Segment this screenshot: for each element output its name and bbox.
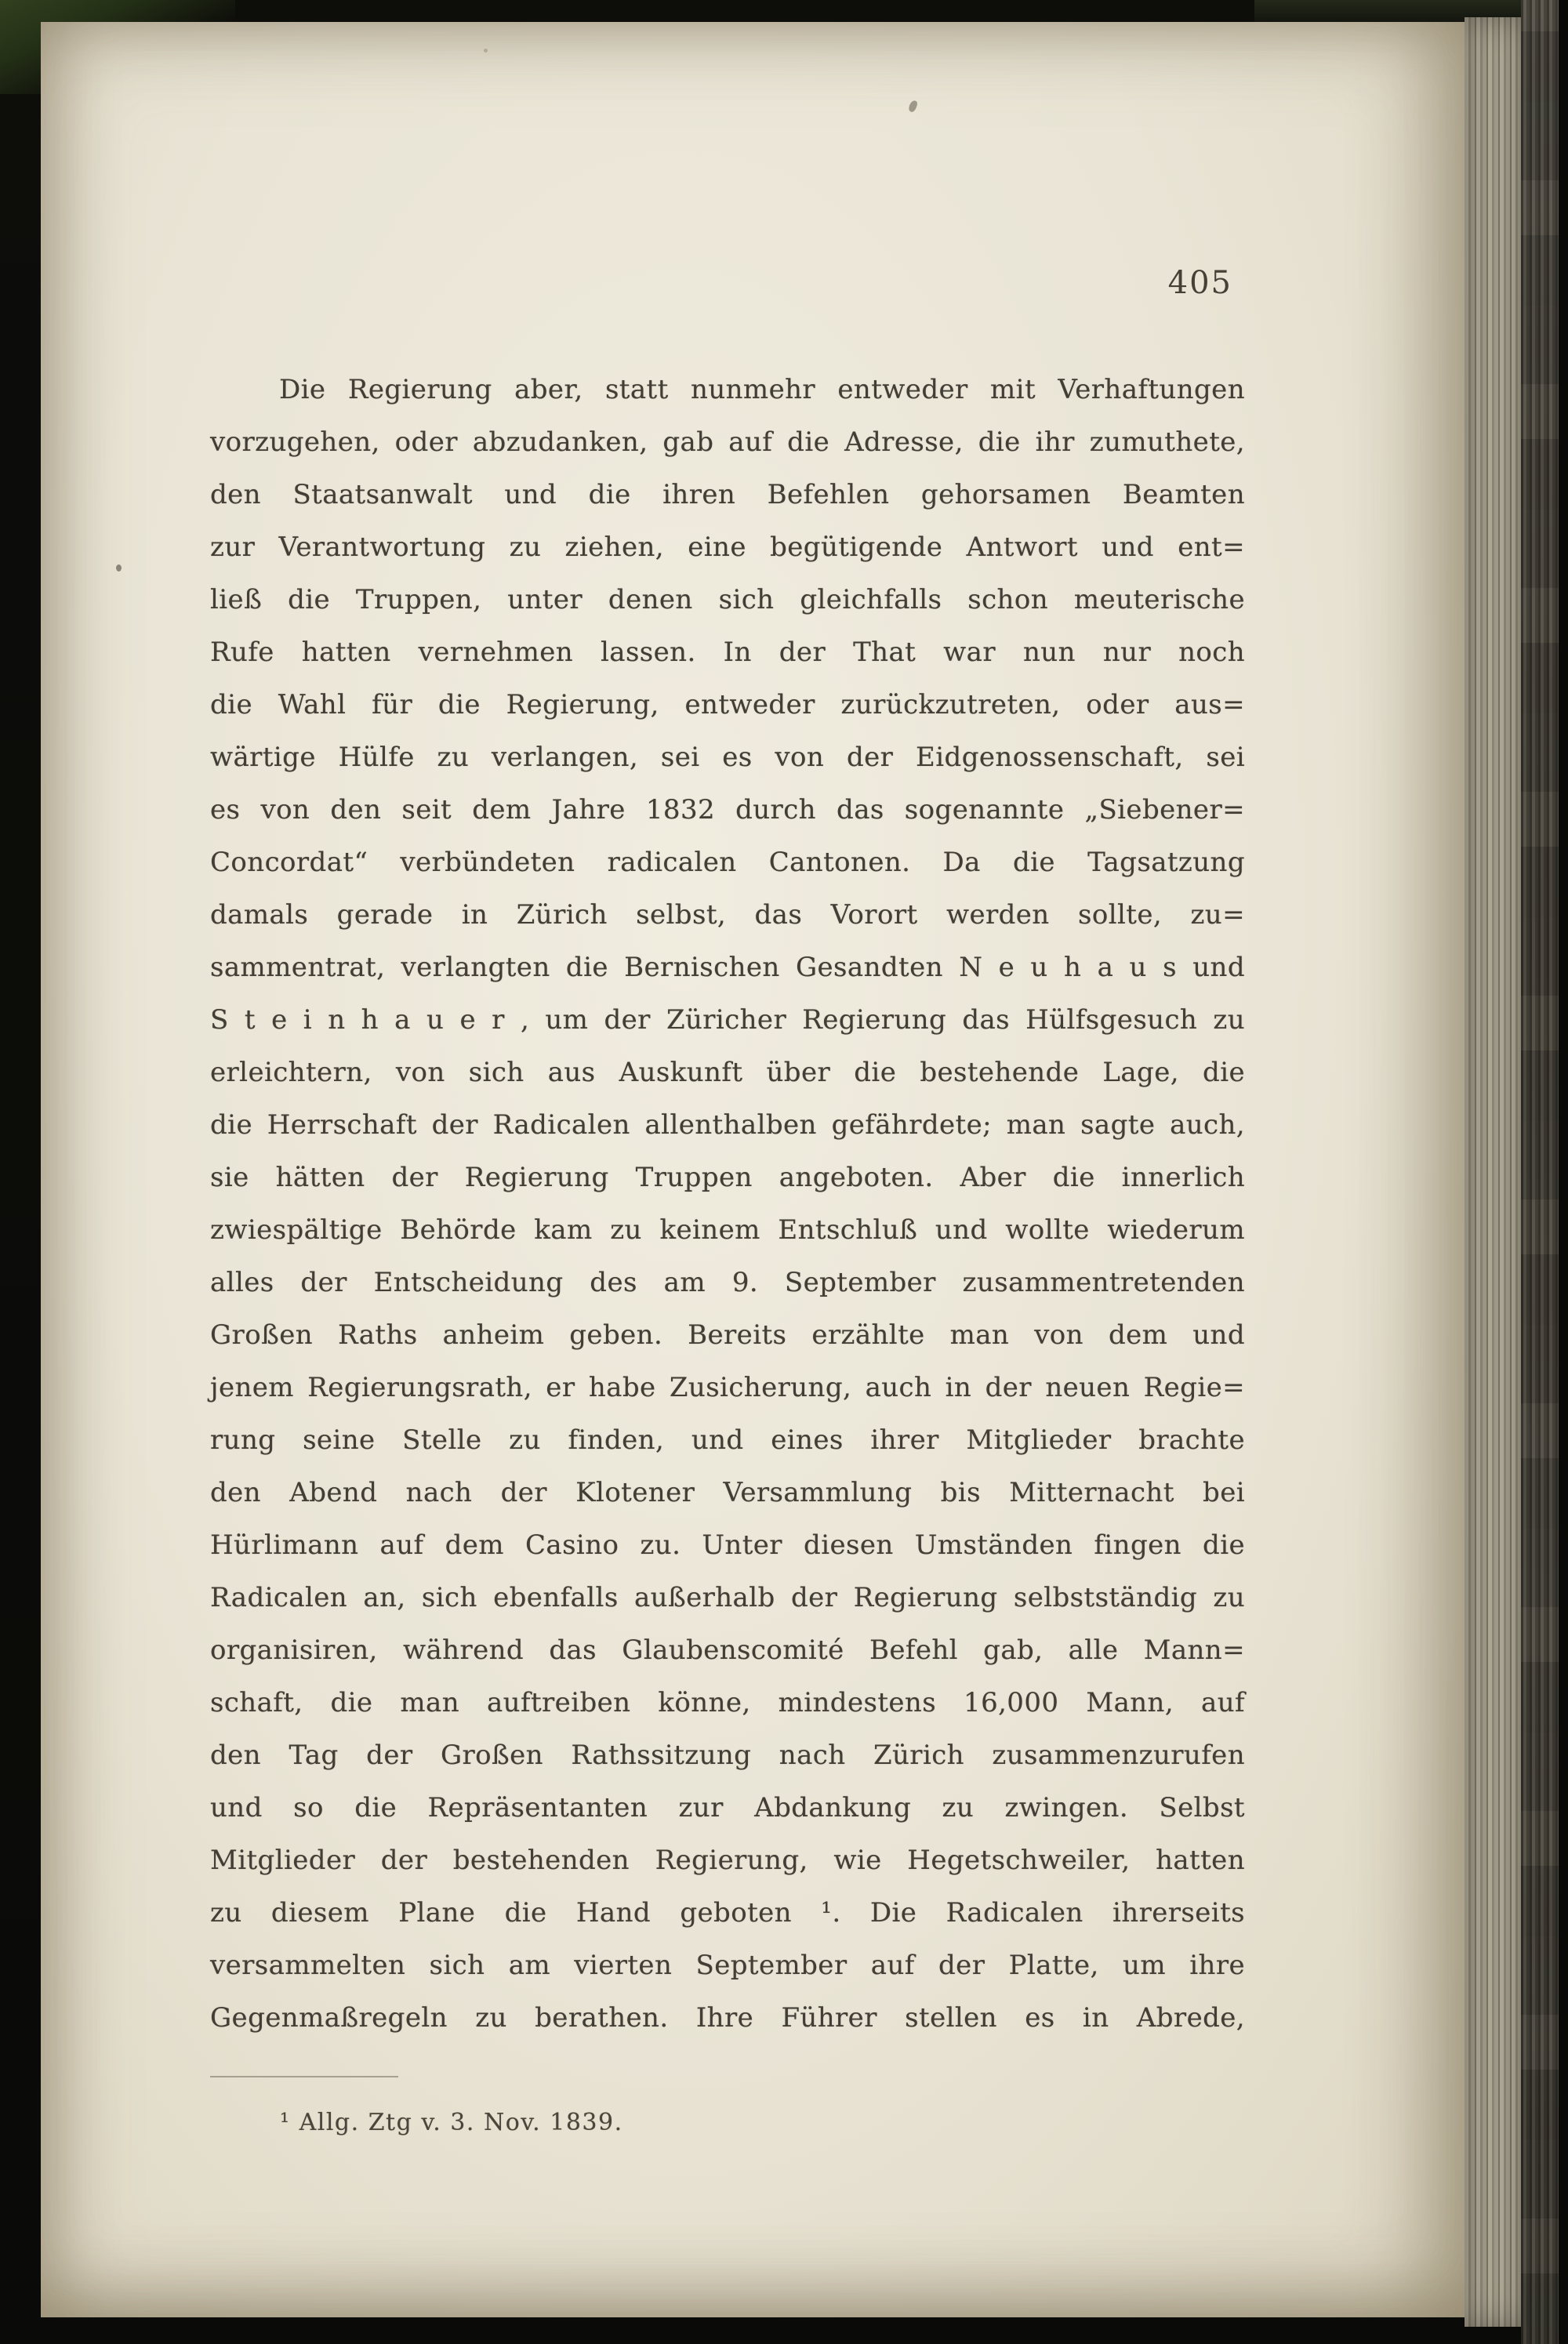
text-line: und so die Repräsentanten zur Abdankung zu zwingen. Selbst [210, 1792, 1245, 1823]
text-line: ließ die Truppen, unter denen sich gleichfalls schon meuterische [210, 584, 1245, 615]
dust-speck [484, 49, 488, 53]
text-line: jenem Regierungsrath, er habe Zusicherung, auch in der neuen Regie= [210, 1372, 1245, 1403]
text-line: es von den seit dem Jahre 1832 durch das sogenannte „Siebener= [210, 794, 1245, 825]
text-line: zwiespältige Behörde kam zu keinem Entschluß und wollte wiederum [210, 1214, 1245, 1246]
text-line: Großen Raths anheim geben. Bereits erzählte man von dem und [210, 1319, 1245, 1351]
dust-speck [116, 564, 122, 571]
text-line: rung seine Stelle zu finden, und eines ihrer Mitglieder brachte [210, 1424, 1245, 1456]
text-line: erleichtern, von sich aus Auskunft über die bestehende Lage, die [210, 1057, 1245, 1088]
text-line: den Abend nach der Klotener Versammlung bis Mitternacht bei [210, 1477, 1245, 1508]
text-line: den Staatsanwalt und die ihren Befehlen gehorsamen Beamten [210, 479, 1245, 510]
text-line: Die Regierung aber, statt nunmehr entweder mit Verhaftungen [279, 374, 1245, 405]
text-line: die Herrschaft der Radicalen allenthalben gefährdete; man sagte auch, [210, 1109, 1245, 1141]
text-line: Concordat“ verbündeten radicalen Cantonen. Da die Tagsatzung [210, 847, 1245, 878]
text-line: alles der Entscheidung des am 9. September zusammentretenden [210, 1267, 1245, 1298]
text-line: Rufe hatten vernehmen lassen. In der That war nun nur noch [210, 637, 1245, 668]
scan-edge [1559, 0, 1568, 2344]
text-line: Radicalen an, sich ebenfalls außerhalb der Regierung selbstständig zu [210, 1582, 1245, 1613]
text-line: den Tag der Großen Rathssitzung nach Zürich zusammenzurufen [210, 1740, 1245, 1771]
text-line: Gegenmaßregeln zu berathen. Ihre Führer stellen es in Abrede, [210, 2002, 1245, 2034]
text-line: damals gerade in Zürich selbst, das Vorort werden sollte, zu= [210, 899, 1245, 931]
text-line: organisiren, während das Glaubenscomité Befehl gab, alle Mann= [210, 1635, 1245, 1666]
stacked-page-edges [1465, 17, 1524, 2327]
body-text-block [210, 364, 1245, 2045]
text-line: sie hätten der Regierung Truppen angeboten. Aber die innerlich [210, 1162, 1245, 1193]
text-line: S t e i n h a u e r , um der Züricher Regierung das Hülfsgesuch zu [210, 1004, 1245, 1036]
dust-speck [908, 100, 919, 113]
page-number: 405 [1167, 265, 1232, 301]
text-line: Mitglieder der bestehenden Regierung, wie Hegetschweiler, hatten [210, 1845, 1245, 1876]
text-line: vorzugehen, oder abzudanken, gab auf die Adresse, die ihr zumuthete, [210, 426, 1245, 458]
text-line: versammelten sich am vierten September auf der Platte, um ihre [210, 1950, 1245, 1981]
text-line: sammentrat, verlangten die Bernischen Gesandten N e u h a u s und [210, 952, 1245, 983]
text-line: schaft, die man auftreiben könne, mindestens 16,000 Mann, auf [210, 1687, 1245, 1718]
text-line: zur Verantwortung zu ziehen, eine begütigende Antwort und ent= [210, 532, 1245, 563]
text-line: wärtige Hülfe zu verlangen, sei es von der Eidgenossenschaft, sei [210, 742, 1245, 773]
footnote: ¹ Allg. Ztg v. 3. Nov. 1839. [280, 2109, 623, 2136]
text-line: Hürlimann auf dem Casino zu. Unter diesen Umständen fingen die [210, 1529, 1245, 1561]
footnote-rule [210, 2076, 398, 2077]
text-line: zu diesem Plane die Hand geboten ¹. Die Radicalen ihrerseits [210, 1897, 1245, 1929]
paper-page [41, 22, 1465, 2317]
text-line: die Wahl für die Regierung, entweder zurückzutreten, oder aus= [210, 689, 1245, 720]
